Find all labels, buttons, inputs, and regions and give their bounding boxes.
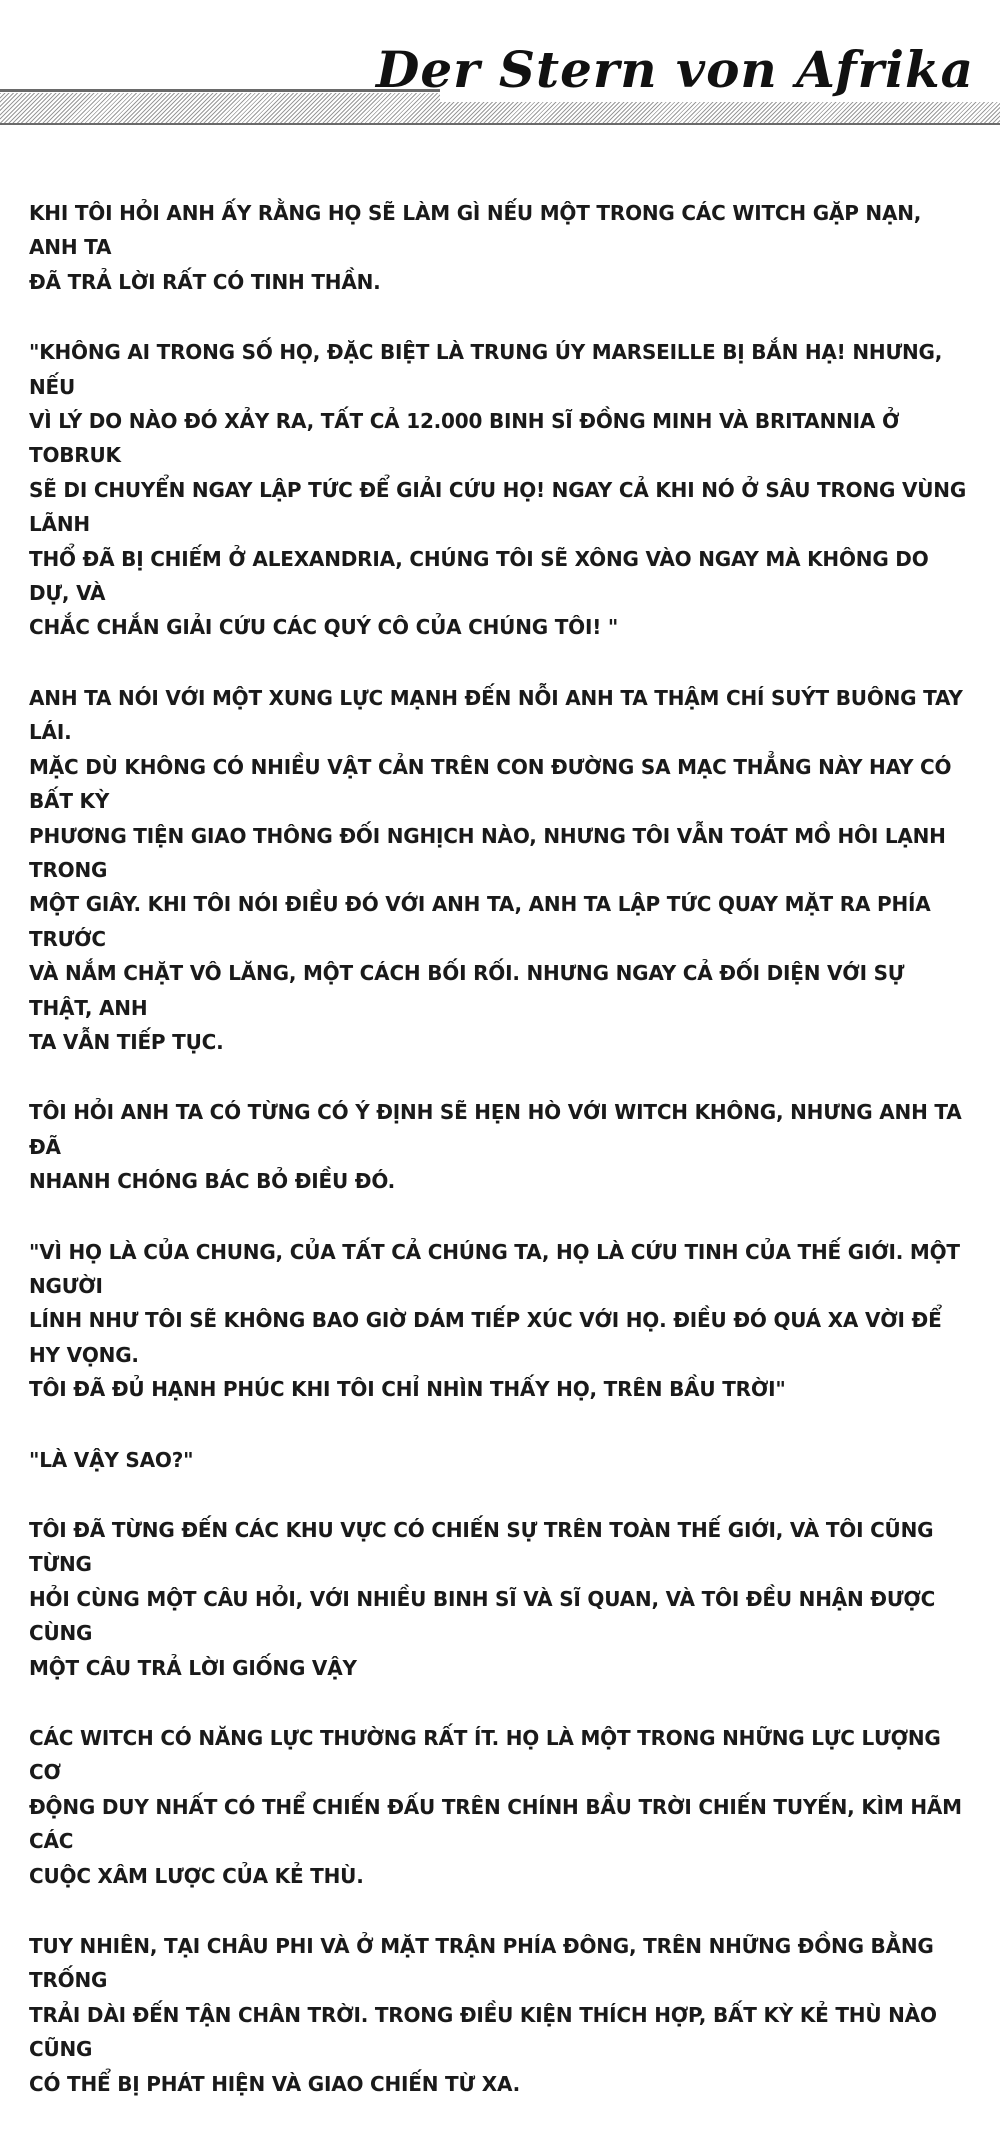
article-body — [29, 196, 974, 2137]
paragraph-8: CÁC WITCH CÓ NĂNG LỰC THƯỜNG RẤT ÍT. HỌ LÀ MỘT TRONG NHỮNG LỰC LƯỢNG CƠ ĐỘNG DUY NHẤT CÓ THỂ CHIẾN ĐẤU TRÊN CHÍNH BẦU TRỜI CHIẾN TUYẾN, KÌM HÃM CÁC CUỘC XÂM LƯỢC CỦA KẺ THÙ. — [29, 1726, 962, 1888]
page-header — [0, 0, 1000, 140]
header-rule-bottom — [0, 123, 1000, 125]
page-title: Der Stern von Afrika — [375, 40, 974, 99]
paragraph-4: TÔI HỎI ANH TA CÓ TỪNG CÓ Ý ĐỊNH SẼ HẸN HÒ VỚI WITCH KHÔNG, NHƯNG ANH TA ĐÃ NHANH CHÓNG BÁC BỎ ĐIỀU ĐÓ. — [29, 1100, 962, 1194]
paragraph-5: "VÌ HỌ LÀ CỦA CHUNG, CỦA TẤT CẢ CHÚNG TA, HỌ LÀ CỨU TINH CỦA THẾ GIỚI. MỘT NGƯỜI LÍNH NHƯ TÔI SẼ KHÔNG BAO GIỜ DÁM TIẾP XÚC VỚI HỌ. ĐIỀU ĐÓ QUÁ XA VỜI ĐỂ HY VỌNG. TÔI ĐÃ ĐỦ HẠNH PHÚC KHI TÔI CHỈ NHÌN THẤY HỌ, TRÊN BẦU TRỜI" — [29, 1239, 960, 1402]
paragraph-7: TÔI ĐÃ TỪNG ĐẾN CÁC KHU VỰC CÓ CHIẾN SỰ TRÊN TOÀN THẾ GIỚI, VÀ TÔI CŨNG TỪNG HỎI CÙNG MỘT CÂU HỎI, VỚI NHIỀU BINH SĨ VÀ SĨ QUAN, VÀ TÔI ĐỀU NHẬN ĐƯỢC CÙNG MỘT CÂU TRẢ LỜI GIỐNG VẬY — [29, 1518, 936, 1680]
paragraph-6: "LÀ VẬY SAO?" — [29, 1447, 194, 1472]
paragraph-2: "KHÔNG AI TRONG SỐ HỌ, ĐẶC BIỆT LÀ TRUNG ÚY MARSEILLE BỊ BẮN HẠ! NHƯNG, NẾU VÌ LÝ DO NÀO ĐÓ XẢY RA, TẤT CẢ 12.000 BINH SĨ ĐỒNG MINH VÀ BRITANNIA Ở TOBRUK SẼ DI CHUYỂN NGAY LẬP TỨC ĐỂ GIẢI CỨU HỌ! NGAY CẢ KHI NÓ Ở SÂU TRONG VÙNG LÃNH THỔ ĐÃ BỊ CHIẾM Ở ALEXANDRIA, CHÚNG TÔI SẼ XÔNG VÀO NGAY MÀ KHÔNG DO DỰ, VÀ CHẮC CHẮN GIẢI CỨU CÁC QUÝ CÔ CỦA CHÚNG TÔI! " — [29, 340, 967, 640]
paragraph-1: KHI TÔI HỎI ANH ẤY RẰNG HỌ SẼ LÀM GÌ NẾU MỘT TRONG CÁC WITCH GẶP NẠN, ANH TA ĐÃ TRẢ LỜI RẤT CÓ TINH THẦN. — [29, 201, 922, 294]
paragraph-9: TUY NHIÊN, TẠI CHÂU PHI VÀ Ở MẶT TRẬN PHÍA ĐÔNG, TRÊN NHỮNG ĐỒNG BẰNG TRỐNG TRẢI DÀI ĐẾN TẬN CHÂN TRỜI. TRONG ĐIỀU KIỆN THÍCH HỢP, BẤT KỲ KẺ THÙ NÀO CŨNG CÓ THỂ BỊ PHÁT HIỆN VÀ GIAO CHIẾN TỪ XA. — [29, 1934, 937, 2096]
paragraph-3: ANH TA NÓI VỚI MỘT XUNG LỰC MẠNH ĐẾN NỖI ANH TA THẬM CHÍ SUÝT BUÔNG TAY LÁI. MẶC DÙ KHÔNG CÓ NHIỀU VẬT CẢN TRÊN CON ĐƯỜNG SA MẠC THẲNG NÀY HAY CÓ BẤT KỲ PHƯƠNG TIỆN GIAO THÔNG ĐỐI NGHỊCH NÀO, NHƯNG TÔI VẪN TOÁT MỒ HÔI LẠNH TRONG MỘT GIÂY. KHI TÔI NÓI ĐIỀU ĐÓ VỚI ANH TA, ANH TA LẬP TỨC QUAY MẶT RA PHÍA TRƯỚC VÀ NẮM CHẶT VÔ LĂNG, MỘT CÁCH BỐI RỐI. NHƯNG NGAY CẢ ĐỐI DIỆN VỚI SỰ THẬT, ANH TA VẪN TIẾP TỤC. — [29, 685, 963, 1054]
